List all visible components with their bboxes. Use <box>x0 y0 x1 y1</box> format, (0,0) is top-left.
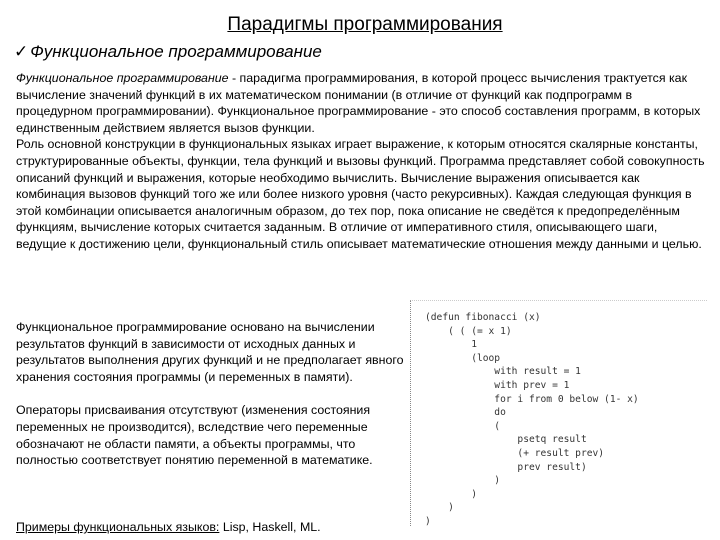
examples-line <box>16 520 321 534</box>
code-line: with result = 1 <box>425 366 581 378</box>
code-line: (defun fibonacci (x) <box>425 312 541 323</box>
code-line: (loop <box>425 352 501 364</box>
code-line: ) <box>425 502 454 514</box>
code-line: ( <box>425 420 501 432</box>
code-line: do <box>425 407 506 419</box>
code-line: 1 <box>425 339 477 351</box>
code-line: psetq result <box>425 434 587 446</box>
left-column <box>16 319 404 486</box>
state-paragraph: Функциональное программирование основано на вычислении результатов функций в зависимости от исходных данных и результатов выполнения других функций и не предполагает явного хранения состояния программы (и переменных в памяти). <box>16 320 404 384</box>
expression-paragraph: Роль основной конструкции в функциональных языках играет выражение, к которым относятся скалярные константы, структурированные объекты, функции, тела функций и вызовы функций. Программа представляет собой совокупность описаний функций и выражения, которые необходимо вычислить. Вычисление выражения описывается как комбинация вызовов функций того же или более низкого уровня (часто рекурсивных). Каждая следующая функция в этой комбинации описывается аналогичным образом, до тех пор, пока описание не сведётся к предопределённым функциям, вычисление которых считается заданным. В отличие от императивного стиля, описывающего шаги, ведущие к достижению цели, функциональный стиль описывает математические отношения между данными и целью. <box>16 137 705 251</box>
code-line: prev result) <box>425 461 587 473</box>
examples-value: Lisp, Haskell, ML. <box>219 520 321 534</box>
intro-block <box>16 70 706 253</box>
definition-term: Функциональное программирование <box>16 71 229 85</box>
lisp-code <box>425 311 639 529</box>
checkmark-icon: ✓ <box>14 42 29 61</box>
examples-label: Примеры функциональных языков: <box>16 520 220 534</box>
section-subtitle <box>14 42 322 62</box>
definition-text: - парадигма программирования, в которой процесс вычисления трактуется как вычисление значений функций в их математическом понимании (в отличие от функций как подпрограмм в процедурном программировании). Функциональное программирование - это способ составления программ, в которых единственным действием является вызов функции. <box>16 71 701 135</box>
code-line: ) <box>425 488 477 500</box>
assignment-paragraph: Операторы присваивания отсутствуют (изменения состояния переменных не производится), вследствие чего переменные обозначают не области памяти, а объекты программы, что полностью соответствует понятию переменной в математике. <box>16 403 373 468</box>
page-title: Парадигмы программирования <box>227 14 503 35</box>
subtitle-text: Функциональное программирование <box>30 42 322 61</box>
code-line: for i from 0 below (1- x) <box>425 393 639 405</box>
code-line: ( ( (= x 1) <box>425 325 512 337</box>
code-line: with prev = 1 <box>425 379 570 391</box>
definition-paragraph <box>16 70 706 136</box>
code-line: (+ result prev) <box>425 447 605 459</box>
code-sample-box <box>410 300 707 526</box>
code-line: ) <box>425 515 431 527</box>
code-line: ) <box>425 475 501 487</box>
